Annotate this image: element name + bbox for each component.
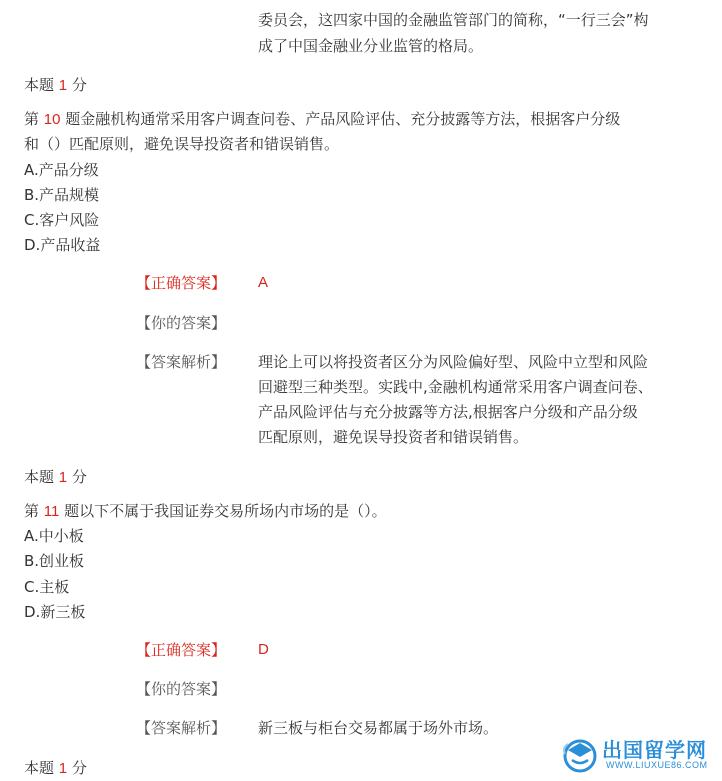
option-c: C.主板 <box>24 578 70 596</box>
correct-answer-label: 【正确答案】 <box>136 274 227 292</box>
question-number: 10 <box>43 111 61 128</box>
paragraph-line: 委员会，这四家中国的金融监管部门的简称，“一行三会”构 <box>258 11 649 29</box>
question-stem-line: 题金融机构通常采用客户调查问卷、产品风险评估、充分披露等方法，根据客户分级 <box>65 110 621 128</box>
question-stem <box>24 499 387 524</box>
analysis-line: 产品风险评估与充分披露等方法,根据客户分级和产品分级 <box>258 403 638 421</box>
correct-answer-value: D <box>258 641 269 658</box>
question-prefix: 第 <box>24 502 40 520</box>
option-b: B.创业板 <box>24 552 85 570</box>
question-number: 11 <box>43 503 60 520</box>
option-b: B.产品规模 <box>24 186 100 204</box>
score-prefix: 本题 <box>24 759 55 777</box>
analysis-label: 【答案解析】 <box>136 353 227 371</box>
option-c: C.客户风险 <box>24 211 100 229</box>
option-d: D.产品收益 <box>24 236 101 254</box>
option-a: A.产品分级 <box>24 161 99 179</box>
globe-cap-logo-icon <box>560 734 600 774</box>
your-answer-label: 【你的答案】 <box>136 680 227 698</box>
watermark-url: WWW.LIUXUE86.COM <box>606 760 708 770</box>
score-suffix: 分 <box>71 759 87 777</box>
analysis-line: 匹配原则，避免误导投资者和错误销售。 <box>258 428 529 446</box>
score-suffix: 分 <box>71 76 87 94</box>
score-value: 1 <box>58 760 68 777</box>
analysis-line: 新三板与柜台交易都属于场外市场。 <box>258 719 499 737</box>
watermark-title: 出国留学网 <box>602 738 707 762</box>
score-value: 1 <box>58 77 68 94</box>
correct-answer-value: A <box>258 274 269 291</box>
question-stem-line: 题以下不属于我国证券交易所场内市场的是（）。 <box>64 502 387 520</box>
option-a: A.中小板 <box>24 527 84 545</box>
question-score <box>24 756 87 781</box>
correct-answer-label: 【正确答案】 <box>136 641 227 659</box>
question-stem <box>24 107 620 132</box>
paragraph-line: 成了中国金融业分业监管的格局。 <box>258 37 484 55</box>
analysis-line: 回避型三种类型。实践中,金融机构通常采用客户调查问卷、 <box>258 378 653 396</box>
watermark <box>558 732 718 776</box>
score-prefix: 本题 <box>24 468 55 486</box>
question-stem-line: 和（）匹配原则，避免误导投资者和错误销售。 <box>24 135 340 153</box>
score-value: 1 <box>58 469 68 486</box>
question-score <box>24 465 87 490</box>
your-answer-label: 【你的答案】 <box>136 314 227 332</box>
analysis-line: 理论上可以将投资者区分为风险偏好型、风险中立型和风险 <box>258 353 649 371</box>
analysis-label: 【答案解析】 <box>136 719 227 737</box>
score-suffix: 分 <box>71 468 87 486</box>
option-d: D.新三板 <box>24 603 86 621</box>
question-score <box>24 73 87 98</box>
score-prefix: 本题 <box>24 76 55 94</box>
question-prefix: 第 <box>24 110 40 128</box>
